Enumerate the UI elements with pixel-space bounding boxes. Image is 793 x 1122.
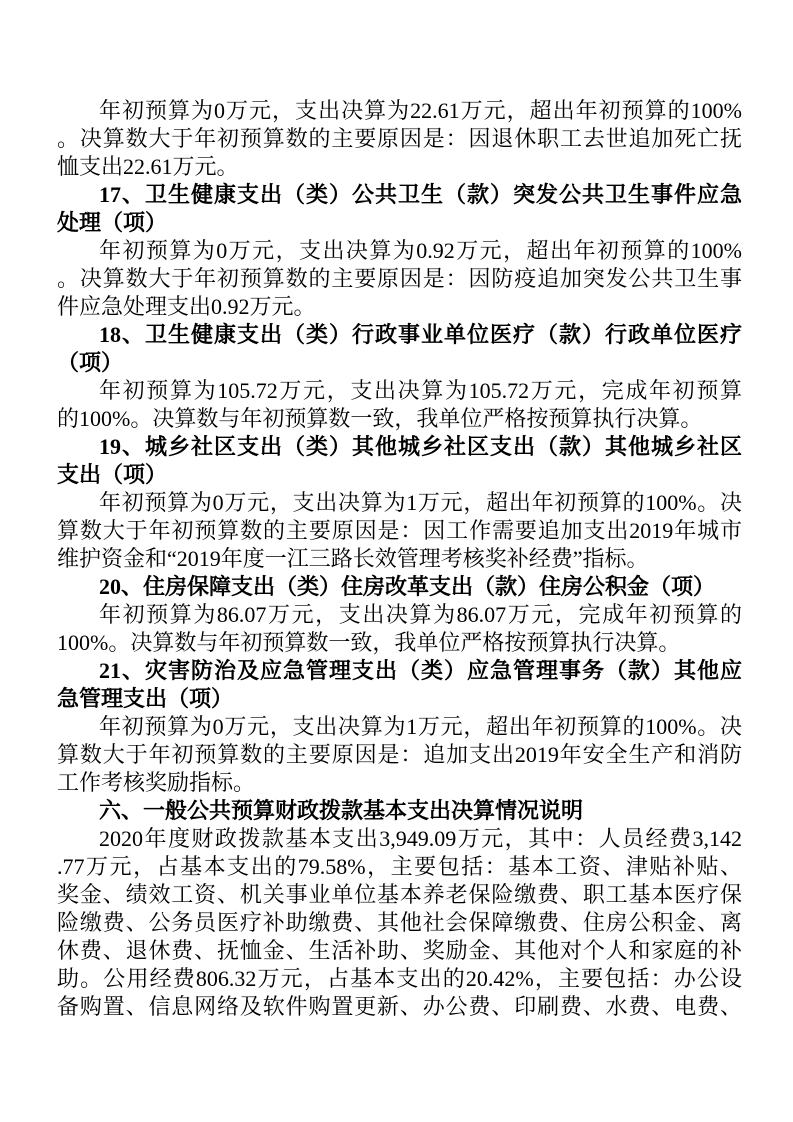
text-line: 20、住房保障支出（类）住房改革支出（款）住房公积金（项） — [99, 574, 716, 599]
text-line: 年初预算为86.07万元，支出决算为86.07万元，完成年初预算的 — [99, 602, 742, 627]
text-line: 2020年度财政拨款基本支出3,949.09万元，其中：人员经费3,142 — [99, 826, 742, 851]
text-line: 。决算数大于年初预算数的主要原因是：因退休职工去世追加死亡抚 — [57, 126, 742, 151]
paragraph — [57, 237, 742, 321]
section-heading — [57, 181, 742, 237]
section-heading — [57, 433, 742, 489]
text-line: 的100%。决算数与年初预算数一致，我单位严格按预算执行决算。 — [57, 406, 703, 431]
text-line: 休费、退休费、抚恤金、生活补助、奖励金、其他对个人和家庭的补 — [57, 938, 742, 963]
text-line: 件应急处理支出0.92万元。 — [57, 294, 316, 319]
text-line: 年初预算为0万元，支出决算为1万元，超出年初预算的100%。决 — [99, 490, 742, 515]
section-heading — [57, 321, 742, 377]
paragraph — [57, 825, 742, 1021]
text-line: 年初预算为0万元，支出决算为1万元，超出年初预算的100%。决 — [99, 714, 742, 739]
text-line: 险缴费、公务员医疗补助缴费、其他社会保障缴费、住房公积金、离 — [57, 910, 742, 935]
paragraph — [57, 97, 742, 181]
text-line: 年初预算为0万元，支出决算为22.61万元，超出年初预算的100% — [99, 98, 742, 123]
section-heading — [57, 573, 742, 601]
section-heading — [57, 797, 742, 825]
text-line: 维护资金和“2019年度一江三路长效管理考核奖补经费”指标。 — [57, 546, 649, 571]
text-line: 18、卫生健康支出（类）行政事业单位医疗（款）行政单位医疗 — [99, 322, 742, 347]
document-body — [57, 97, 742, 1021]
paragraph — [57, 377, 742, 433]
text-line: （项） — [57, 350, 124, 375]
text-line: 助。公用经费806.32万元，占基本支出的20.42%，主要包括：办公设 — [57, 966, 742, 991]
text-line: 算数大于年初预算数的主要原因是：因工作需要追加支出2019年城市 — [57, 518, 742, 543]
text-line: 21、灾害防治及应急管理支出（类）应急管理事务（款）其他应 — [99, 658, 742, 683]
text-line: 。决算数大于年初预算数的主要原因是：因防疫追加突发公共卫生事 — [57, 266, 742, 291]
text-line: 算数大于年初预算数的主要原因是：追加支出2019年安全生产和消防 — [57, 742, 742, 767]
text-line: 100%。决算数与年初预算数一致，我单位严格按预算执行决算。 — [57, 630, 681, 655]
paragraph — [57, 713, 742, 797]
text-line: 急管理支出（项） — [57, 686, 234, 711]
text-line: 17、卫生健康支出（类）公共卫生（款）突发公共卫生事件应急 — [99, 182, 742, 207]
text-line: 恤支出22.61万元。 — [57, 154, 239, 179]
section-heading — [57, 657, 742, 713]
text-line: 工作考核奖励指标。 — [57, 770, 256, 795]
text-line: 奖金、绩效工资、机关事业单位基本养老保险缴费、职工基本医疗保 — [57, 882, 742, 907]
text-line: 19、城乡社区支出（类）其他城乡社区支出（款）其他城乡社区 — [99, 434, 742, 459]
text-line: 处理（项） — [57, 210, 168, 235]
text-line: 备购置、信息网络及软件购置更新、办公费、印刷费、水费、电费、 — [57, 994, 742, 1019]
text-line: 年初预算为105.72万元，支出决算为105.72万元，完成年初预算 — [99, 378, 742, 403]
text-line: 六、一般公共预算财政拨款基本支出决算情况说明 — [99, 798, 584, 823]
text-line: 年初预算为0万元，支出决算为0.92万元，超出年初预算的100% — [99, 238, 742, 263]
paragraph — [57, 489, 742, 573]
text-line: 支出（项） — [57, 462, 168, 487]
paragraph — [57, 601, 742, 657]
text-line: .77万元，占基本支出的79.58%，主要包括：基本工资、津贴补贴、 — [57, 854, 742, 879]
